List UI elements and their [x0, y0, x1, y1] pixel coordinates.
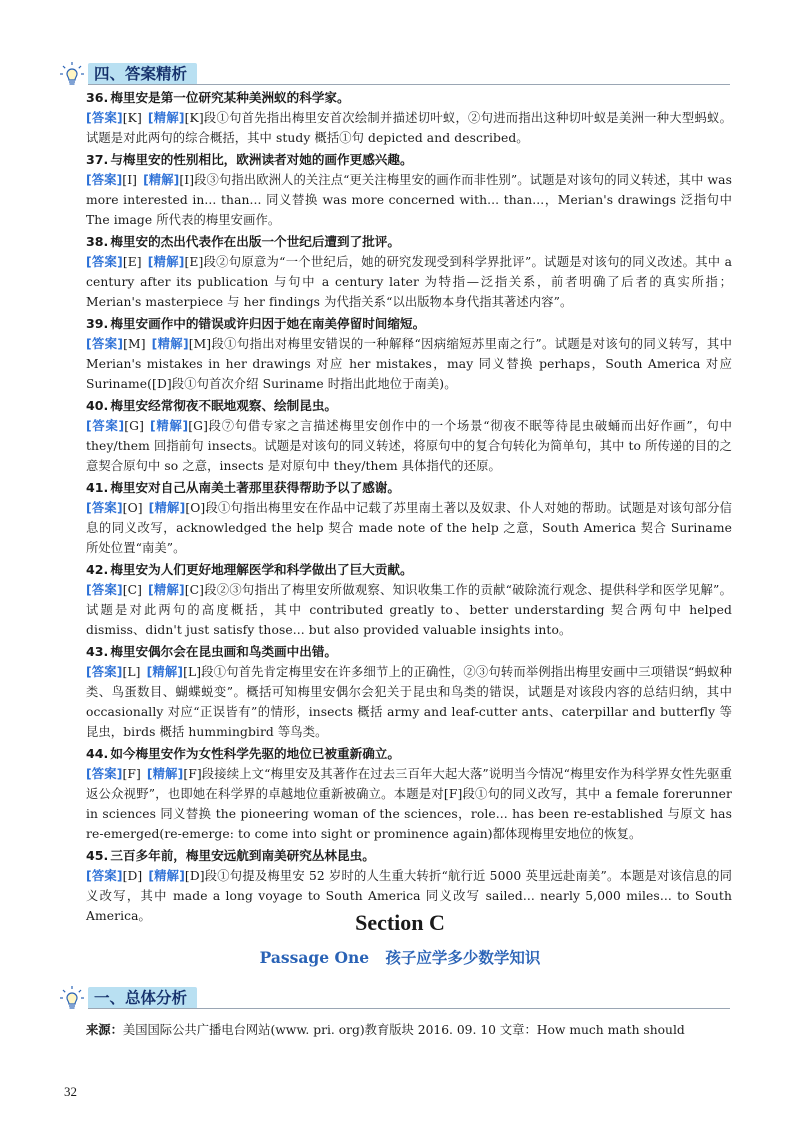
lightbulb-icon — [58, 60, 86, 88]
answer-item-43 — [86, 642, 732, 742]
section-c-title: Section C — [355, 910, 445, 935]
question-text: 44. 如今梅里安作为女性科学先驱的地位已被重新确立。 — [86, 746, 400, 761]
answer-item-38 — [86, 232, 732, 312]
question-text: 39. 梅里安画作中的错误或许归因于她在南美停留时间缩短。 — [86, 316, 426, 331]
question-text: 36. 梅里安是第一位研究某种美洲蚁的科学家。 — [86, 90, 350, 105]
page-number: 32 — [64, 1084, 77, 1099]
answer-explanation: [答案][F] [精解][F]段接续上文“梅里安及其著作在过去三百年大起大落”说明当今情况“梅里安作为科学界女性先驱重返公众视野”，也即她在科学界的卓越地位重新被确立。本题是对[F]段①句的同义改写，其中 a female forerunner in sciences 同义替换 the pioneering woman of the sciences，role... has been re-established 与原文 has re-emerged(re-emerge: to come into sight or prominence again)都体现梅里安地位的恢复。 — [86, 767, 733, 841]
answer-item-41 — [86, 478, 732, 558]
answer-explanation: [答案][O] [精解][O]段①句指出梅里安在作品中记载了苏里南土著以及奴隶、仆人对她的帮助。试题是对该句部分信息的同义改写，acknowledged the help 契合 made note of the help 之意，South America 契合 Suriname 所处位置“南美”。 — [86, 501, 733, 555]
question-text: 45. 三百多年前，梅里安远航到南美研究丛林昆虫。 — [86, 848, 375, 863]
answer-item-39 — [86, 314, 732, 394]
section-title-overview: 一、总体分析 — [88, 987, 197, 1009]
question-text: 37. 与梅里安的性别相比，欧洲读者对她的画作更感兴趣。 — [86, 152, 413, 167]
answer-explanation: [答案][C] [精解][C]段②③句指出了梅里安所做观察、知识收集工作的贡献“破除流行观念、提供科学和医学见解”。试题是对此两句的高度概括，其中 contributed greatly to、better understarding 契合两句中 helped dismiss、didn't just satisfy those... but also provided valuable insights into。 — [86, 583, 732, 637]
answer-explanation: [答案][M] [精解][M]段①句指出对梅里安错误的一种解释“因病缩短苏里南之行”。试题是对该句的同义转写，其中 Merian's mistakes in her drawings 对应 her mistakes，may 同义替换 perhaps，South America 对应 Suriname([D]段①句首次介绍 Suriname 时指出此地位于南美)。 — [86, 337, 733, 391]
answer-item-36 — [86, 88, 732, 148]
answer-item-40 — [86, 396, 732, 476]
question-text: 43. 梅里安偶尔会在昆虫画和鸟类画中出错。 — [86, 644, 337, 659]
question-text: 38. 梅里安的杰出代表作在出版一个世纪后遭到了批评。 — [86, 234, 400, 249]
answer-explanation: [答案][I] [精解][I]段③句指出欧洲人的关注点“更关注梅里安的画作而非性别”。试题是对该句的同义转述，其中 was more interested in... than... 同义替换 was more concerned with... than...，Merian's drawings 泛指句中 The image 所代表的梅里安画作。 — [86, 173, 733, 227]
divider — [88, 1008, 730, 1009]
answer-list — [86, 88, 732, 928]
question-text: 40. 梅里安经常彻夜不眠地观察、绘制昆虫。 — [86, 398, 337, 413]
source-line: 来源：美国国际公共广播电台网站(www. pri. org)教育版块 2016. 09. 10 文章：How much math should — [86, 1023, 685, 1037]
answer-explanation: [答案][K] [精解][K]段①句首先指出梅里安首次绘制并描述切叶蚁，②句进而指出这种切叶蚁是美洲一种大型蚂蚁。试题是对此两句的综合概括，其中 study 概括①句 depicted and described。 — [86, 111, 732, 145]
answer-explanation: [答案][G] [精解][G]段⑦句借专家之言描述梅里安创作中的一个场景“彻夜不眠等待昆虫破蛹而出好作画”，句中 they/them 回指前句 insects。试题是对该句的同义转述，将原句中的复合句转化为简单句，其中 to 所传递的目的之意契合原句中 so 之意，insects 是对原句中 they/them 具体指代的还原。 — [86, 419, 732, 473]
passage-title: Passage One 孩子应学多少数学知识 — [259, 948, 541, 967]
answer-item-42 — [86, 560, 732, 640]
section-title-answers: 四、答案精析 — [88, 63, 197, 85]
question-text: 41. 梅里安对自己从南美土著那里获得帮助予以了感谢。 — [86, 480, 400, 495]
answer-explanation: [答案][D] [精解][D]段①句提及梅里安 52 岁时的人生重大转折“航行近 5000 英里远赴南美”。本题是对该信息的同义改写，其中 made a long voyage to South America 同义改写 sailed... nearly 5,000 miles... to South America。 — [86, 869, 733, 923]
lightbulb-icon — [58, 984, 86, 1012]
divider — [88, 84, 730, 85]
question-text: 42. 梅里安为人们更好地理解医学和科学做出了巨大贡献。 — [86, 562, 413, 577]
answer-item-37 — [86, 150, 732, 230]
answer-explanation: [答案][E] [精解][E]段②句原意为“一个世纪后，她的研究发现受到科学界批评”。试题是对该句的同义改述。其中 a century after its publication 与句中 a century later 为特指—泛指关系，前者明确了后者的真实所指；Merian's masterpiece 与 her findings 为代指关系“以出版物本身代指其著述内容”。 — [86, 255, 733, 309]
answer-explanation: [答案][L] [精解][L]段①句首先肯定梅里安在许多细节上的正确性，②③句转而举例指出梅里安画中三项错误“蚂蚁种类、鸟蛋数目、蝴蝶蜕变”。概括可知梅里安偶尔会犯关于昆虫和鸟类的错误，试题是对该段内容的总结归纳，其中 occasionally 对应“正误皆有”的情形，insects 概括 army and leaf-cutter ants、caterpillar and butterfly 等昆虫，birds 概括 hummingbird 等鸟类。 — [86, 665, 732, 739]
answer-item-44 — [86, 744, 732, 844]
